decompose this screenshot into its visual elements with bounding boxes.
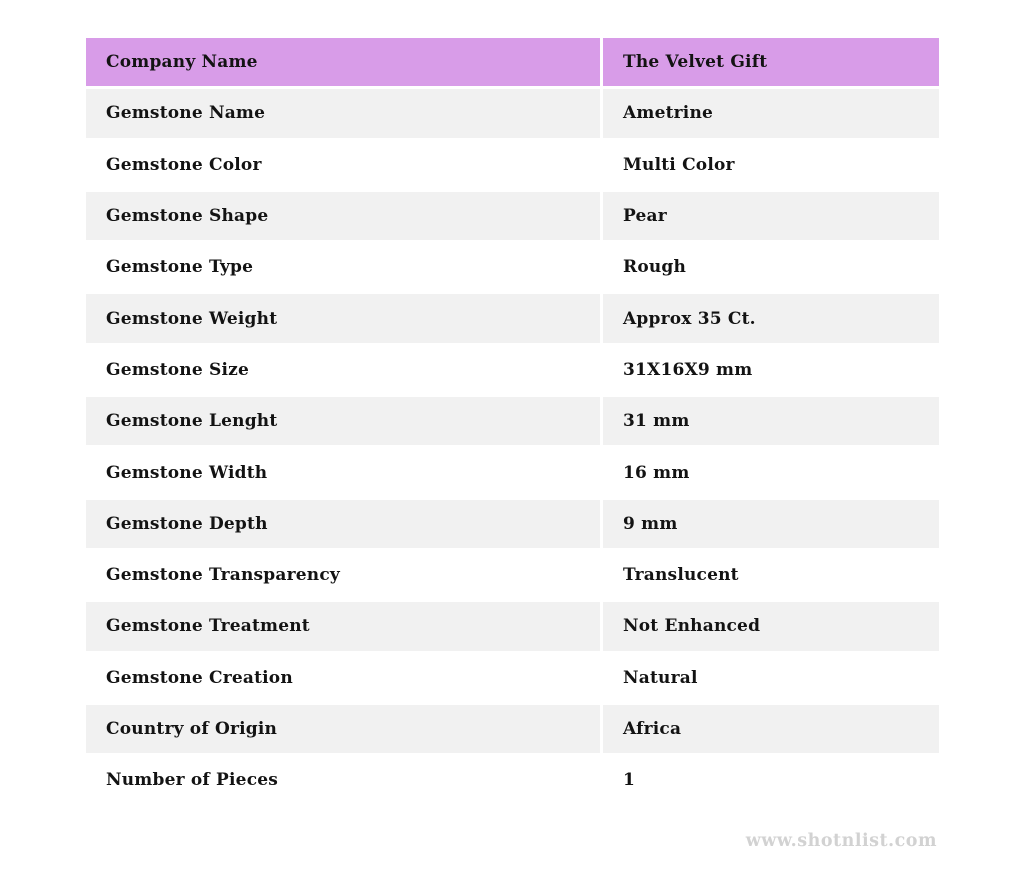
row-label-cell: Gemstone Size [106,359,249,380]
row-value-cell: Rough [623,257,687,278]
row-label-cell: Country of Origin [86,705,600,753]
table-row [86,89,939,137]
table-row [86,346,939,394]
table-row [86,551,939,599]
row-value-cell: Ametrine [603,89,939,137]
row-label-cell: Number of Pieces [106,770,279,791]
row-label-cell: Gemstone Weight [86,294,600,342]
table-header-row [86,38,939,86]
row-value-cell: Natural [623,667,698,688]
row-label-cell: Gemstone Shape [86,192,600,240]
header-value-cell: The Velvet Gift [603,38,939,86]
row-value-cell: Not Enhanced [603,602,939,650]
row-value-cell: Pear [603,192,939,240]
row-value-cell: 9 mm [603,500,939,548]
row-label-cell: Gemstone Creation [106,667,293,688]
row-label-cell: Gemstone Transparency [106,565,340,586]
table-row [86,448,939,496]
table-row [86,192,939,240]
row-value-cell: 31 mm [603,397,939,445]
row-label-cell: Gemstone Depth [86,500,600,548]
row-value-cell: Approx 35 Ct. [603,294,939,342]
row-label-cell: Gemstone Name [86,89,600,137]
row-label-cell: Gemstone Width [106,462,268,483]
row-value-cell: Africa [603,705,939,753]
table-row [86,654,939,702]
table-row [86,756,939,804]
table-row [86,141,939,189]
row-label-cell: Gemstone Treatment [86,602,600,650]
row-label-cell: Gemstone Color [106,154,262,175]
row-value-cell: 16 mm [623,462,690,483]
table-row [86,705,939,753]
row-value-cell: Translucent [623,565,739,586]
row-label-cell: Gemstone Type [106,257,254,278]
table-row [86,500,939,548]
row-value-cell: 1 [623,770,636,791]
header-label-cell: Company Name [86,38,600,86]
watermark-text: www.shotnlist.com [745,831,937,851]
row-value-cell: 31X16X9 mm [623,359,753,380]
row-value-cell: Multi Color [623,154,735,175]
table-row [86,397,939,445]
table-row [86,243,939,291]
table-row [86,294,939,342]
row-label-cell: Gemstone Lenght [86,397,600,445]
gemstone-spec-table [86,38,939,807]
table-row [86,602,939,650]
